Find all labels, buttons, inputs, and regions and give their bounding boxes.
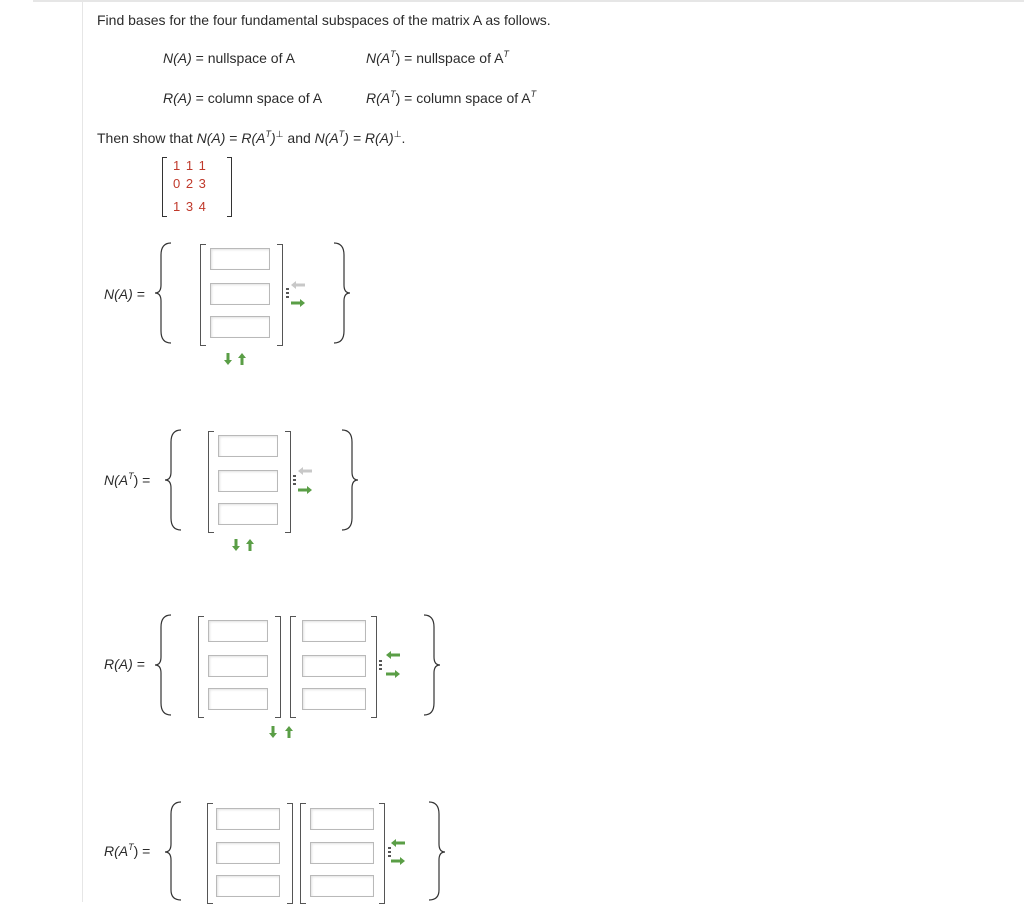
rA-vec2-entry3-input[interactable] (302, 688, 366, 710)
def-colspace-a (163, 89, 322, 107)
then-b: N(A) (196, 130, 226, 146)
right-brace (425, 800, 447, 902)
def-nAT-mid: ) = nullspace of A (395, 50, 504, 66)
left-brace (163, 428, 185, 532)
then-i: N(A (314, 130, 339, 146)
rA-vec1-entry1-input[interactable] (208, 620, 268, 642)
left-brace (163, 800, 185, 902)
rAT-vec1-entry2-input[interactable] (216, 842, 280, 864)
rA-vec1-entry3-input[interactable] (208, 688, 268, 710)
vector2-left-bracket (290, 616, 296, 718)
rA-vec1-entry2-input[interactable] (208, 655, 268, 677)
left-arrow-icon[interactable] (297, 466, 313, 476)
def-nAT-lhs: N(A (366, 50, 391, 66)
then-k: ) = (344, 130, 365, 146)
def-nA-lhs: N(A) (163, 50, 192, 66)
then-a: Then show that (97, 130, 197, 146)
down-arrow-icon[interactable] (268, 725, 278, 739)
rA-vec2-entry2-input[interactable] (302, 655, 366, 677)
def-rA-lhs: R(A) (163, 90, 192, 106)
left-arrow-icon[interactable] (290, 280, 306, 290)
vector1-left-bracket (207, 803, 213, 904)
right-arrow-icon[interactable] (290, 298, 306, 308)
vector1-right-bracket (287, 803, 293, 904)
rAT-vec1-entry1-input[interactable] (216, 808, 280, 830)
matrix-left-bracket (162, 157, 167, 217)
then-e: T (265, 129, 271, 139)
def-colspace-at (366, 89, 536, 107)
left-brace (153, 241, 175, 345)
label-rAT-sup: T (128, 842, 134, 852)
label-rA: R(A) = (104, 656, 145, 672)
nAT-vec1-entry1-input[interactable] (218, 435, 278, 457)
vector-right-bracket (285, 431, 291, 533)
def-nullspace-a (163, 49, 295, 67)
then-h: and (283, 130, 315, 146)
vector-left-bracket (200, 244, 206, 346)
vector-left-bracket (208, 431, 214, 533)
def-rAT-sup2: T (530, 89, 537, 99)
vector2-right-bracket (379, 803, 385, 904)
nAT-vec1-entry3-input[interactable] (218, 503, 278, 525)
then-show-statement (97, 129, 405, 147)
vector2-right-bracket (371, 616, 377, 718)
right-arrow-icon[interactable] (385, 669, 401, 679)
right-brace (420, 613, 442, 717)
rAT-vec2-entry2-input[interactable] (310, 842, 374, 864)
def-rA-rhs: = column space of A (195, 90, 323, 106)
matrix-row-1: 1 1 1 (173, 158, 207, 173)
then-g: ⊥ (275, 129, 284, 139)
then-l: R(A) (364, 130, 394, 146)
then-f: ) (271, 130, 276, 146)
label-rAT (104, 843, 150, 859)
right-arrow-icon[interactable] (390, 856, 406, 866)
vector1-right-bracket (275, 616, 281, 718)
right-arrow-icon[interactable] (297, 485, 313, 495)
rAT-vec2-entry3-input[interactable] (310, 875, 374, 897)
down-arrow-icon[interactable] (223, 352, 233, 366)
label-rAT-b: ) = (133, 843, 151, 859)
label-nAT-sup: T (128, 471, 134, 481)
label-nA: N(A) = (104, 286, 145, 302)
then-c: = (225, 130, 242, 146)
vector-handle[interactable] (286, 288, 289, 300)
rA-vec2-entry1-input[interactable] (302, 620, 366, 642)
left-arrow-icon[interactable] (390, 838, 406, 848)
nA-vec1-entry2-input[interactable] (210, 283, 270, 305)
def-rAT-mid: ) = column space of A (395, 90, 531, 106)
def-rAT-sup: T (390, 89, 396, 99)
vector-right-bracket (277, 244, 283, 346)
matrix-row-3: 1 3 4 (173, 199, 207, 214)
def-nullspace-at (366, 49, 509, 67)
nA-vec1-entry3-input[interactable] (210, 316, 270, 338)
problem-intro: Find bases for the four fundamental subspaces of the matrix A as follows. (97, 12, 551, 28)
matrix-row-2: 0 2 3 (173, 176, 207, 191)
up-arrow-icon[interactable] (245, 538, 255, 552)
left-divider (82, 2, 83, 902)
rAT-vec2-entry1-input[interactable] (310, 808, 374, 830)
label-nAT-a: N(A (104, 472, 129, 488)
nAT-vec1-entry2-input[interactable] (218, 470, 278, 492)
then-j: T (338, 129, 345, 139)
label-nAT-b: ) = (133, 472, 151, 488)
right-brace (338, 428, 360, 532)
matrix-right-bracket (227, 157, 232, 217)
then-n: . (401, 130, 406, 146)
def-nAT-sup: T (390, 49, 396, 59)
label-rAT-a: R(A (104, 843, 129, 859)
def-rAT-lhs: R(A (366, 90, 391, 106)
top-divider (33, 0, 1024, 2)
right-brace (330, 241, 352, 345)
vector-handle[interactable] (379, 660, 382, 672)
rAT-vec1-entry3-input[interactable] (216, 875, 280, 897)
label-nAT (104, 472, 150, 488)
vector2-left-bracket (300, 803, 306, 904)
vector1-left-bracket (198, 616, 204, 718)
def-nAT-sup2: T (503, 49, 509, 59)
nA-vec1-entry1-input[interactable] (210, 248, 270, 270)
up-arrow-icon[interactable] (237, 352, 247, 366)
left-arrow-icon[interactable] (385, 650, 401, 660)
then-d: R(A (241, 130, 266, 146)
left-brace (153, 613, 175, 717)
down-arrow-icon[interactable] (231, 538, 241, 552)
vector-handle[interactable] (293, 475, 296, 487)
then-m: ⊥ (393, 129, 402, 139)
up-arrow-icon[interactable] (284, 725, 294, 739)
def-nA-rhs: = nullspace of A (195, 50, 295, 66)
